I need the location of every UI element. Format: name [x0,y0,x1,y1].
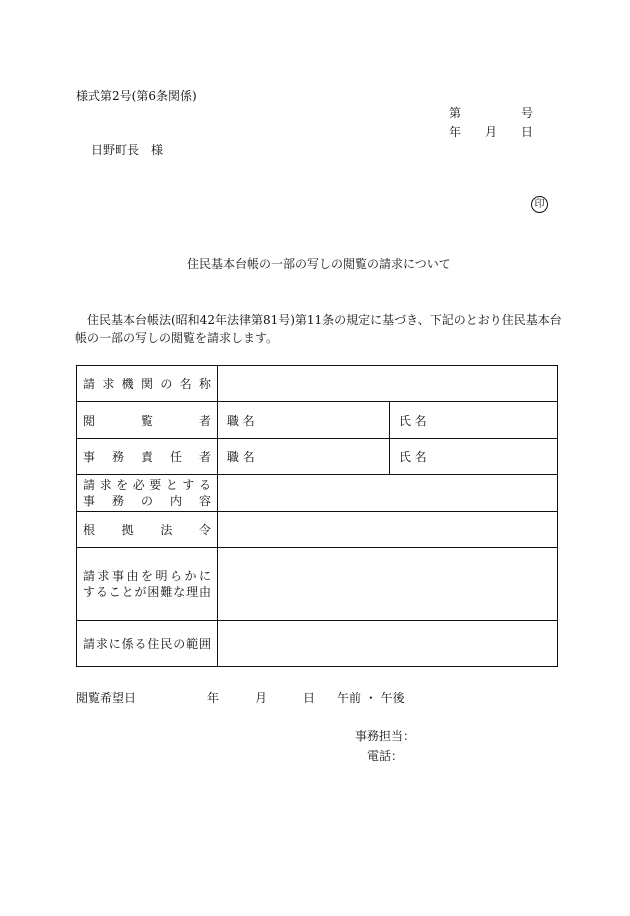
document-title: 住民基本台帳の一部の写しの閲覧の請求について [187,257,451,271]
table-row [77,512,558,548]
date-month-label: 月 [485,125,498,139]
task-content-label [77,475,218,512]
am-pm-label: 午前 ・ 午後 [337,691,405,705]
desired-year-label: 年 [207,691,220,705]
institution-name-label: 請求機関の名称 [77,366,218,402]
viewer-name-label: 氏 名 [390,402,436,439]
difficulty-reason-label [77,548,218,621]
desired-date-label: 閲覧希望日 [76,691,137,705]
table-row [77,439,558,475]
responsible-name-label: 氏 名 [390,439,436,475]
seal-icon: 印 [531,196,548,213]
institution-name-field[interactable] [218,366,558,402]
responsible-job-title-field[interactable] [264,439,390,475]
table-row [77,548,558,621]
responsible-job-title-label: 職 名 [218,439,264,475]
viewer-label: 閲覧者 [77,402,218,439]
viewer-name-field[interactable] [436,402,558,439]
table-row [77,475,558,512]
difficulty-reason-field[interactable] [218,548,558,621]
legal-basis-label: 根拠法令 [77,512,218,548]
task-content-label-line-1: 請求を必要とする [83,478,211,492]
desired-month-label: 月 [255,691,268,705]
number-label-go: 号 [521,106,534,120]
responsible-name-field[interactable] [436,439,558,475]
task-content-label-line-2: 事務の内容 [83,494,211,508]
legal-basis-field[interactable] [218,512,558,548]
difficulty-reason-label-line-2: することが困難な理由 [83,585,211,599]
date-day-label: 日 [521,125,534,139]
desired-day-label: 日 [303,691,316,705]
body-line-2: 帳の一部の写しの閲覧を請求します。 [75,331,279,345]
body-line-1: 住民基本台帳法(昭和42年法律第81号)第11条の規定に基づき、下記のとおり住民基本台 [87,313,562,327]
task-content-field[interactable] [218,475,558,512]
table-row [77,621,558,667]
number-label-dai: 第 [449,106,462,120]
phone-label: 電話： [367,749,404,763]
table-row [77,366,558,402]
difficulty-reason-label-line-1: 請求事由を明らかに [83,569,211,583]
form-number: 様式第2号(第6条関係) [76,89,197,103]
viewer-job-title-label: 職 名 [218,402,264,439]
contact-person-label: 事務担当： [355,729,416,743]
viewer-job-title-field[interactable] [264,402,390,439]
body-text [75,311,565,347]
addressee: 日野町長 様 [91,143,164,157]
resident-scope-field[interactable] [218,621,558,667]
request-form-table [76,365,558,667]
table-row [77,402,558,439]
resident-scope-label: 請求に係る住民の範囲 [77,621,218,667]
responsible-person-label: 事務責任者 [77,439,218,475]
date-year-label: 年 [449,125,462,139]
